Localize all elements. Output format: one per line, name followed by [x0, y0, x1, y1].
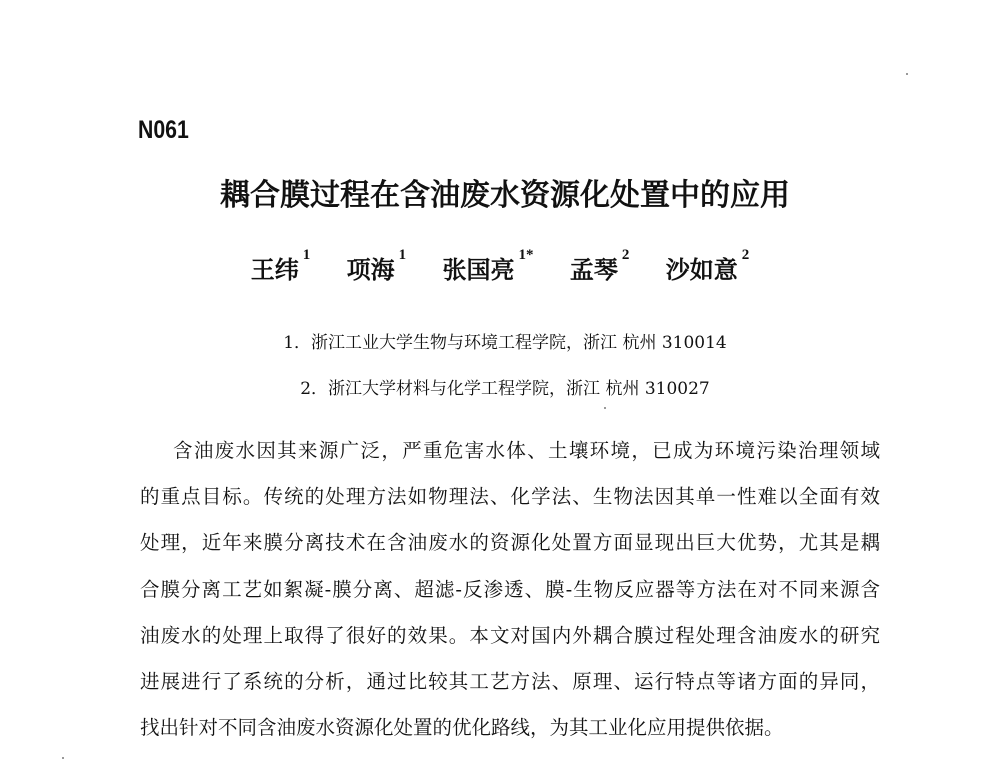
- author-name: 孟琴: [569, 256, 618, 284]
- author: [250, 247, 311, 285]
- author-affiliation-mark: 1: [398, 247, 407, 263]
- author: [569, 247, 630, 285]
- abstract-line: 的重点目标。传统的处理方法如物理法、化学法、生物法因其单一性难以全面有效: [140, 485, 880, 509]
- author-name: 沙如意: [665, 256, 738, 284]
- abstract-line: 含油废水因其来源广泛，严重危害水体、土壤环境，已成为环境污染治理领域: [173, 439, 880, 462]
- author-affiliation-mark: 1*: [518, 247, 534, 263]
- abstract: [140, 437, 880, 760]
- abstract-line: 油废水的处理上取得了很好的效果。本文对国内外耦合膜过程处理含油废水的研究: [140, 623, 880, 647]
- paper-code: N061: [138, 116, 189, 144]
- scan-speck: [604, 407, 606, 409]
- abstract-line: 处理，近年来膜分离技术在含油废水的资源化处置方面显现出巨大优势，尤其是耦: [140, 531, 880, 555]
- author: [665, 247, 750, 285]
- abstract-line: 进展进行了系统的分析，通过比较其工艺方法、原理、运行特点等诸方面的异同，: [140, 669, 880, 693]
- author-affiliation-mark: 2: [621, 247, 630, 263]
- scan-speck: [906, 73, 908, 75]
- author-name: 张国亮: [442, 256, 515, 284]
- affiliation-1: 1．浙江工业大学生物与环境工程学院，浙江 杭州 310014: [283, 333, 727, 353]
- author-affiliation-mark: 1: [302, 247, 311, 263]
- abstract-line: 合膜分离工艺如絮凝-膜分离、超滤-反渗透、膜-生物反应器等方法在对不同来源含: [140, 577, 880, 601]
- affiliation-2: 2．浙江大学材料与化学工程学院，浙江 杭州 310027: [300, 379, 710, 399]
- scan-speck: [62, 757, 64, 759]
- abstract-line: 找出针对不同含油废水资源化处置的优化路线，为其工业化应用提供依据。: [140, 716, 784, 740]
- author-name: 项海: [346, 256, 395, 284]
- author-name: 王纬: [250, 256, 299, 284]
- author-list: [0, 247, 1000, 285]
- author: [442, 247, 534, 285]
- author: [346, 247, 407, 285]
- author-affiliation-mark: 2: [741, 247, 750, 263]
- paper-title: 耦合膜过程在含油废水资源化处置中的应用: [220, 178, 790, 213]
